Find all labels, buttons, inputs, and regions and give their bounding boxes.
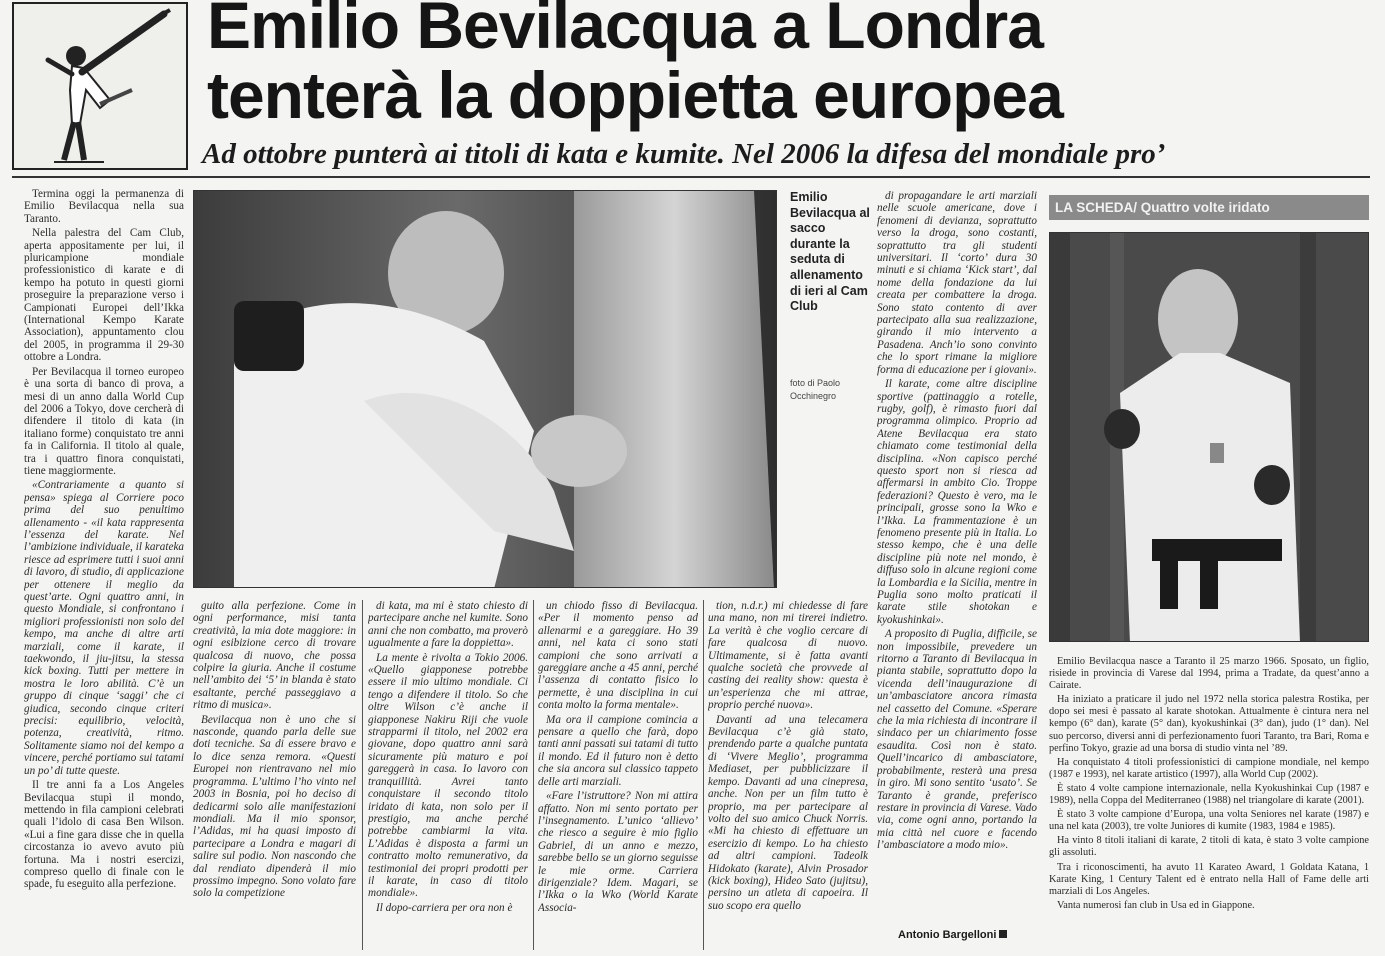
column-divider — [533, 600, 534, 950]
subheadline: Ad ottobre punterà ai titoli di kata e kumite. Nel 2006 la difesa del mondiale pro’ — [202, 138, 1166, 170]
paragraph: Il karate, come altre discipline sportive (pattinaggio a rotelle, rugby, golf), è rimasto fuori dal programma olimpico. Proprio ad Atene Bevilacqua era stato chiamato come testimonial della disciplina. «Non capisco perché questo sport non si riesca ad affermarsi in ambito Cio. Troppe federazioni? Questo è vero, ma le principali, grosse sono la Wko e l’Ikka. La frammentazione è un fenomeno presente più in Italia. Lo stesso kempo, che è una delle discipline più note nel mondo, è diffuso solo in alcune regioni come la Lombardia e la Sicilia, mentre in Puglia sono molto praticati il karate stile shotokan e kyokushinkai». — [877, 378, 1037, 626]
article-column-4 — [538, 600, 698, 950]
paragraph: «Fare l’istruttore? Non mi attira affatto. Non mi sento portato per l’insegnamento. L’unico ‘allievo’ che riesco a seguire è mio figlio Gabriel, di un anno e mezzo, sarebbe bello se un giorno seguisse le mie orme. Carriera dirigenziale? Idem. Magari, se l’Ikka o la Wko (World Karate Associa- — [538, 790, 698, 914]
paragraph: È stato 3 volte campione d’Europa, una volta Seniores nel karate (1987) e una nel kata (2003), tre volte Juniores di kumite (1983, 1984 e 1985). — [1049, 809, 1369, 833]
author-name: Antonio Bargelloni — [898, 929, 997, 941]
karate-portrait-photo — [1050, 233, 1369, 642]
header-rule — [12, 176, 1370, 178]
main-photo — [193, 190, 777, 588]
paragraph: Nella palestra del Cam Club, aperta appositamente per lui, il pluricampione mondiale professionistico di karate e di kempo ha potuto in questi giorni proseguire la preparazione verso i Campionati Europei dell’Ikka (International Kempo Karate Association), appuntamento clou del 2005, in programma il 29-30 ottobre a Londra. — [24, 227, 184, 364]
paragraph: Il dopo-carriera per ora non è — [376, 901, 513, 914]
paragraph: Ma ora il campione comincia a pensare a quello che farà, dopo tanti anni passati sui tatami di tutto il mondo. Ed il futuro non è detto che sia ancora sul classico tappeto delle arti marziali. — [538, 713, 698, 788]
end-mark-icon — [999, 930, 1007, 938]
sidebar-title-bar — [1049, 195, 1369, 220]
headline-line-1: Emilio Bevilacqua a Londra — [207, 0, 1043, 62]
karate-kick-icon — [14, 4, 186, 168]
sidebar-title: Quattro volte iridato — [1137, 200, 1270, 215]
article-column-5 — [708, 600, 868, 950]
sidebar-text — [1049, 656, 1369, 952]
karate-training-photo — [194, 191, 777, 588]
sidebar-title-prefix: LA SCHEDA/ — [1055, 200, 1138, 215]
article-column-2 — [193, 600, 356, 950]
paragraph: Ha conquistato 4 titoli professionistici di campione mondiale, nel kempo (1987 e 1993), nel karate artistico (1997), alla World Cup (2002). — [1049, 756, 1369, 780]
paragraph: È stato 4 volte campione internazionale, nella Kyokushinkai Cup (1987 e 1989), nella Coppa del Mediterraneo (1988) nel triangolare di karate (2001). — [1049, 782, 1369, 807]
paragraph: di propagandare le arti marziali nelle scuole americane, dove i fenomeni di devianza, soprattutto verso la droga, sono costanti, soprattutto tra gli studenti universitari. Il ‘corto’ dura 30 minuti e si chiama ‘Kick start’, dal nome della fondazione da lui creata per combattere la droga. Sono stato contento di aver partecipato alla sua realizzazione, girando il mio intervento a Pasadena. Anch’io sono convinto che lo sport rimane la migliore forma di educazione per i giovani». — [877, 190, 1037, 376]
paragraph: Il tre anni fa a Los Angeles Bevilacqua stupì il mondo, mettendo in fila campioni celebrati quali l’idolo di casa Ben Wilson. «Lui a fine gara disse che in quella circostanza io avevo avuto più fortuna. Ma i nostri esercizi, compreso quello di finale con le spade, fu eseguito alla perfezione. — [24, 779, 184, 891]
article-column-3 — [368, 600, 528, 950]
paragraph: Tra i riconoscimenti, ha avuto 11 Karateo Award, 1 Goldata Katana, 1 Karate King, 1 Century Talent ed è entrato nella Hall of Fame delle arti marziali di Los Angeles. — [1049, 861, 1369, 897]
paragraph: un chiodo fisso di Bevilacqua. «Per il momento penso ad allenarmi e a gareggiare. Ho 39 anni, nel kata ci sono stati campioni che sono arrivati a gareggiare anche a 45 anni, perché l’assenza di contatto fisico lo permette, è una disciplina in cui conta molto la forma mentale». — [538, 600, 698, 712]
paragraph: Bevilacqua non è uno che si nasconde, quando parla delle sue doti tecniche. Sa di essere bravo e lo dice senza remora. «Questi Europei non rientravano nel mio programma. L’ultimo l’ho vinto nel 2003 in Bosnia, poi ho deciso di dedicarmi solo alle manifestazioni mondiali. Ma il mio sponsor, l’Adidas, mi ha quasi imposto di partecipare a Londra e magari di salire sul podio. Non nascondo che dal rendiato dipenderà il mio prossimo impegno. Sono volato fare solo la competizione — [193, 713, 356, 900]
sidebar-photo — [1049, 232, 1369, 642]
paragraph: Davanti ad una telecamera Bevilacqua c’è già stato, prendendo parte a qualche puntata di ‘Vivere Meglio’, programma Mediaset, per pubblicizzare il kempo. Davanti ad una cinepresa, anche. Non per un film tutto è proprio, ma per partecipare al volto del suo amico Chuck Norris. «Mi ha chiesto di effettuare un esercizio di kempo. Lo ha chiesto ad altri campioni. Tadeolk Hidokato (karate), Alvin Prosador (kick boxing), Hideo Sato (jujitsu), persino un atleta di capoeira. Il suo scopo era quello — [708, 713, 868, 912]
paragraph: tion, n.d.r.) mi chiedesse di fare una mano, non mi tirerei indietro. La verità è che voglio cercare di fare qualcosa di nuovo. Ultimamente, si è fatta avanti qualche società che provvede al casting dei reality show: questa è un’esperienza che mi attrae, proprio perché nuova». — [708, 600, 868, 712]
article-column-1 — [24, 188, 184, 950]
paragraph: La mente è rivolta a Tokio 2006. «Quello giapponese potrebbe essere il mio ultimo mondiale. Ci tengo a difendere il titolo. So che oltre Wilson c’è anche il giapponese Nakiru Riji che vuole strapparmi il titolo, nel 2002 era giovane, dopo quattro anni sarà sicuramente più maturo e poi gareggerà in casa. Io lavoro con tranquillità. Avrei tanto conquistare il secondo titolo iridato di kata, non solo per il prestigio, ma anche perché potrebbe cambiarmi la vita. L’Adidas è disposta a farmi un contratto molto remunerativo, da testimonial dei propri prodotti per il karate, in caso di titolo mondiale». — [368, 651, 528, 900]
photo-caption: Emilio Bevilacqua al sacco durante la seduta di allenamento di ieri al Cam Club — [790, 190, 870, 314]
paragraph: Vanta numerosi fan club in Usa ed in Giappone. — [1057, 899, 1255, 911]
paragraph: Ha vinto 8 titoli italiani di karate, 2 titoli di kata, è stato 3 volte campione gli assoluti. — [1049, 835, 1369, 859]
paragraph: Ha iniziato a praticare il judo nel 1972 nella storica palestra Rostika, per dopo sei mesi è passato al karate shotokan. Attualmente è cintura nera nel kempo (6° dan), karate (5° dan), kyokushinkai (3° dan), judo (1° dan). Nel suo percorso, diversi anni di perfezionamento fuori Taranto, tra Bari, Roma e perfino Tokyo, grazie ad una borsa di studio vinta nel ’89. — [1049, 694, 1369, 754]
article-column-6 — [877, 190, 1037, 920]
paragraph: Per Bevilacqua il torneo europeo è una sorta di banco di prova, a mesi di un anno dalla World Cup del 2006 a Tokyo, dove cercherà di difendere il titolo di kata (in italiano forme) conquistato tre anni fa in California. Il titolo al quale, tra i quattro finora conquistati, tiene maggiormente. — [24, 365, 184, 477]
headline-line-2: tenterà la doppietta europea — [207, 58, 1063, 132]
paragraph: A proposito di Puglia, difficile, se non impossibile, prevedere un ritorno a Taranto di Bevilacqua in pianta stabile, soprattutto dopo la vicenda dell’inaugurazione di un’ambasciatore ancora rimasta nel cassetto del Comune. «Sperare che la mia richiesta di incontrare il sindaco per un chiarimento fosse esaudita. Così non è stato. Quell’incarico di ambasciatore, probabilmente, resterà una presa in giro. Mi sono sentito ‘usato’. Se Taranto è grande, preferisco restare in provincia di Varese. Vado via, come ogni anno, portando la mia città nel cuore e facendo l’ambasciatore a modo mio». — [877, 628, 1037, 852]
paragraph: «Contrariamente a quanto si pensa» spiega al Corriere poco prima del suo penultimo allenamento - «il kata rappresenta l’essenza del karate. Nel l’ambizione individuale, il karateka riesce ad esprimere tutti i suoi anni di lavoro, di studio, di applicazione per ottenere il meglio da quest’arte. Ogni quattro anni, in questo Mondiale, si confrontano i migliori professionisti non solo del kempo, ma anche di altre arti marziali, come il karate, il taekwondo, il jiu-jitsu, la stessa kick boxing. Tutti per mettere in mostra le loro abilità. C’è un gruppo di cinque ‘saggi’ che ci giudica, secondo cinque criteri precisi: equilibrio, velocità, potenza, creatività, ritmo. Solitamente siamo noi del kempo a vincere, perché portiamo sui tatami un po’ di tutte queste. — [24, 479, 184, 777]
column-divider — [362, 600, 363, 950]
paragraph: guito alla perfezione. Come in ogni performance, misi tanta creatività, la mia dote maggiore: in ogni esibizione cerco di trovare qualcosa di nuovo, che possa colpire la giuria. Anche il costume nell’ambito dei ‘5’ in blanda è stato esaltante, perché passeggiavo a ritmo di musica». — [193, 600, 356, 712]
paragraph: Termina oggi la permanenza di Emilio Bevilacqua nella sua Taranto. — [24, 188, 184, 225]
photo-credit: foto di Paolo Occhinegro — [790, 378, 841, 401]
karate-logo — [12, 2, 188, 170]
paragraph: di kata, ma mi è stato chiesto di partecipare anche nel kumite. Sono anni che non combatto, ma proverò ugualmente a fare la doppietta». — [368, 600, 528, 650]
paragraph: Emilio Bevilacqua nasce a Taranto il 25 marzo 1966. Sposato, un figlio, risiede in provincia di Varese dal 1994, prima a Tradate, da quest’anno a Cairate. — [1049, 656, 1369, 692]
column-divider — [703, 600, 704, 950]
byline — [898, 929, 1007, 941]
